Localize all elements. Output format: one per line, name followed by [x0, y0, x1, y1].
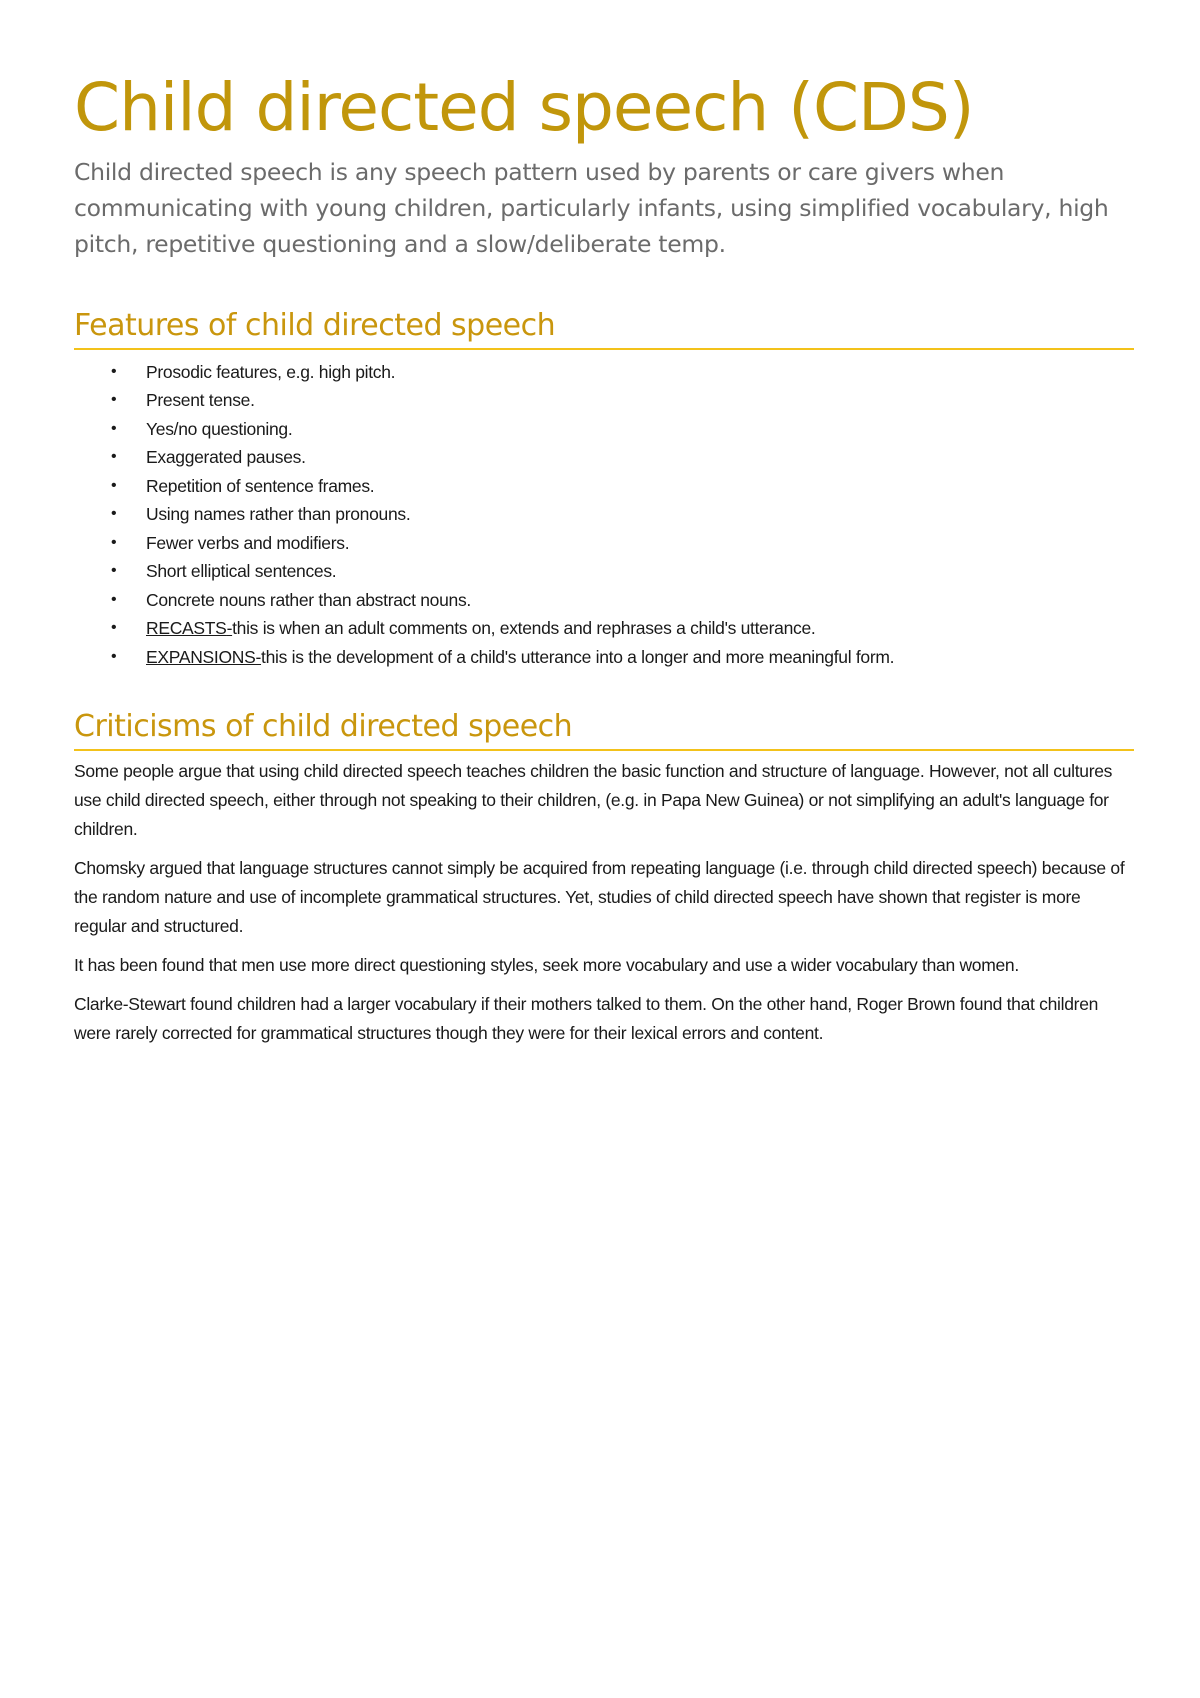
bullet-icon: • [111, 476, 117, 494]
criticisms-paragraph: Chomsky argued that language structures cannot simply be acquired from repeating language (i.e. through child directed speech) because of the random nature and use of incomplete grammatical structures. Yet, studies of child directed speech have shown that register is more regular and structured. [74, 858, 1125, 937]
recasts-dash: - [226, 618, 233, 639]
list-item-text: Prosodic features, e.g. high pitch. [146, 361, 396, 382]
list-item [74, 500, 1134, 529]
criticisms-paragraph: It has been found that men use more direct questioning styles, seek more vocabulary and use a wider vocabulary than women. [74, 955, 1019, 976]
recasts-term [146, 618, 232, 638]
list-item [74, 529, 1134, 558]
features-list [74, 358, 1134, 672]
recasts-definition: this is when an adult comments on, extends and rephrases a child's utterance. [232, 618, 816, 639]
list-item-text: Present tense. [146, 390, 255, 411]
list-item [74, 415, 1134, 444]
bullet-icon: • [111, 505, 117, 523]
criticisms-paragraph: Some people argue that using child directed speech teaches children the basic function and structure of language. However, not all cultures use child directed speech, either through not speaking to their children, (e.g. in Papa New Guinea) or not simplifying an adult's language for children. [74, 761, 1113, 840]
bullet-icon: • [111, 647, 117, 665]
list-item-expansions [74, 643, 1134, 672]
list-item [74, 358, 1134, 387]
list-item-text: Concrete nouns rather than abstract nouns. [146, 589, 471, 610]
bullet-icon: • [111, 590, 117, 608]
features-heading: Features of child directed speech [74, 306, 1134, 350]
bullet-icon: • [111, 562, 117, 580]
list-item-text: Repetition of sentence frames. [146, 475, 375, 496]
list-item-recasts [74, 614, 1134, 643]
bullet-icon: • [111, 619, 117, 637]
list-item-text: Yes/no questioning. [146, 418, 293, 439]
expansions-term-text: EXPANSIONS [146, 646, 256, 667]
list-item [74, 472, 1134, 501]
page-title: Child directed speech (CDS) [74, 69, 974, 146]
list-item [74, 586, 1134, 615]
list-item-text: Fewer verbs and modifiers. [146, 532, 350, 553]
expansions-dash: - [255, 646, 262, 667]
list-item [74, 386, 1134, 415]
list-item [74, 443, 1134, 472]
page-subtitle: Child directed speech is any speech pattern used by parents or care givers when communicating with young children, particularly infants, using simplified vocabulary, high pitch, repetitive questioning and a slow/deliberate temp. [74, 157, 1109, 258]
list-item-text: Exaggerated pauses. [146, 447, 306, 468]
bullet-icon: • [111, 448, 117, 466]
bullet-icon: • [111, 419, 117, 437]
bullet-icon: • [111, 362, 117, 380]
criticisms-paragraph: Clarke-Stewart found children had a larger vocabulary if their mothers talked to them. On the other hand, Roger Brown found that children were rarely corrected for grammatical structures though they were for their lexical errors and content. [74, 994, 1099, 1044]
list-item-text: Using names rather than pronouns. [146, 504, 411, 525]
bullet-icon: • [111, 391, 117, 409]
bullet-icon: • [111, 533, 117, 551]
expansions-definition: this is the development of a child's utterance into a longer and more meaningful form. [261, 646, 895, 667]
list-item-text: Short elliptical sentences. [146, 561, 337, 582]
recasts-term-text: RECASTS [146, 618, 227, 639]
document-page [74, 70, 1134, 1058]
criticisms-heading: Criticisms of child directed speech [74, 707, 1134, 751]
expansions-term [146, 647, 261, 667]
list-item [74, 557, 1134, 586]
